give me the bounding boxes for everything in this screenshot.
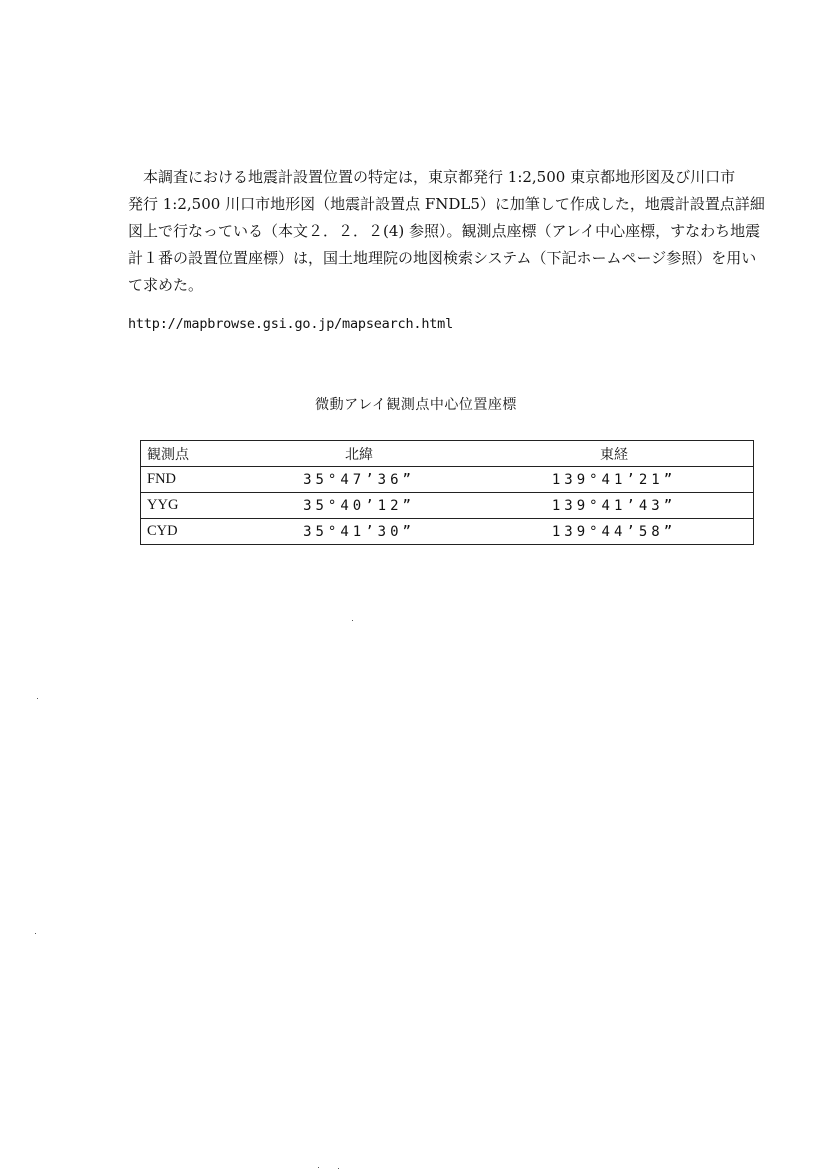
- scan-speck: [352, 620, 353, 621]
- header-station: 観測点: [141, 441, 244, 467]
- scan-speck: [338, 1168, 339, 1169]
- table-row: [141, 493, 754, 519]
- reference-url: http://mapbrowse.gsi.go.jp/mapsearch.html: [128, 316, 454, 332]
- table-caption: 微動アレイ観測点中心位置座標: [315, 397, 517, 413]
- header-latitude: 北緯: [243, 441, 475, 467]
- paragraph-line: て求めた。: [128, 276, 204, 294]
- longitude-cell: 139°44’58”: [475, 519, 754, 545]
- station-cell: CYD: [141, 519, 244, 545]
- latitude-cell: 35°41’30”: [243, 519, 475, 545]
- scan-speck: [37, 698, 38, 699]
- paragraph-line: 計１番の設置位置座標）は，国土地理院の地図検索システム（下記ホームページ参照）を用い: [128, 249, 757, 267]
- paragraph-line: 本調査における地震計設置位置の特定は，東京都発行 1:2,500 東京都地形図及び川口市: [143, 168, 736, 186]
- station-cell: FND: [141, 467, 244, 493]
- body-paragraph: [128, 164, 765, 299]
- latitude-cell: 35°47’36”: [243, 467, 475, 493]
- longitude-cell: 139°41’43”: [475, 493, 754, 519]
- station-cell: YYG: [141, 493, 244, 519]
- table-header-row: [141, 441, 754, 467]
- latitude-cell: 35°40’12”: [243, 493, 475, 519]
- scan-speck: [35, 933, 36, 934]
- paragraph-line: 図上で行なっている（本文２．２．２(4) 参照）。観測点座標（アレイ中心座標，すなわち地震: [128, 222, 761, 240]
- coordinates-table: [140, 440, 754, 545]
- longitude-cell: 139°41’21”: [475, 467, 754, 493]
- table-row: [141, 519, 754, 545]
- paragraph-line: 発行 1:2,500 川口市地形図（地震計設置点 FNDL5）に加筆して作成した，地震計設置点詳細: [128, 195, 765, 213]
- table-row: [141, 467, 754, 493]
- header-longitude: 東経: [475, 441, 754, 467]
- scan-speck: [318, 1167, 319, 1168]
